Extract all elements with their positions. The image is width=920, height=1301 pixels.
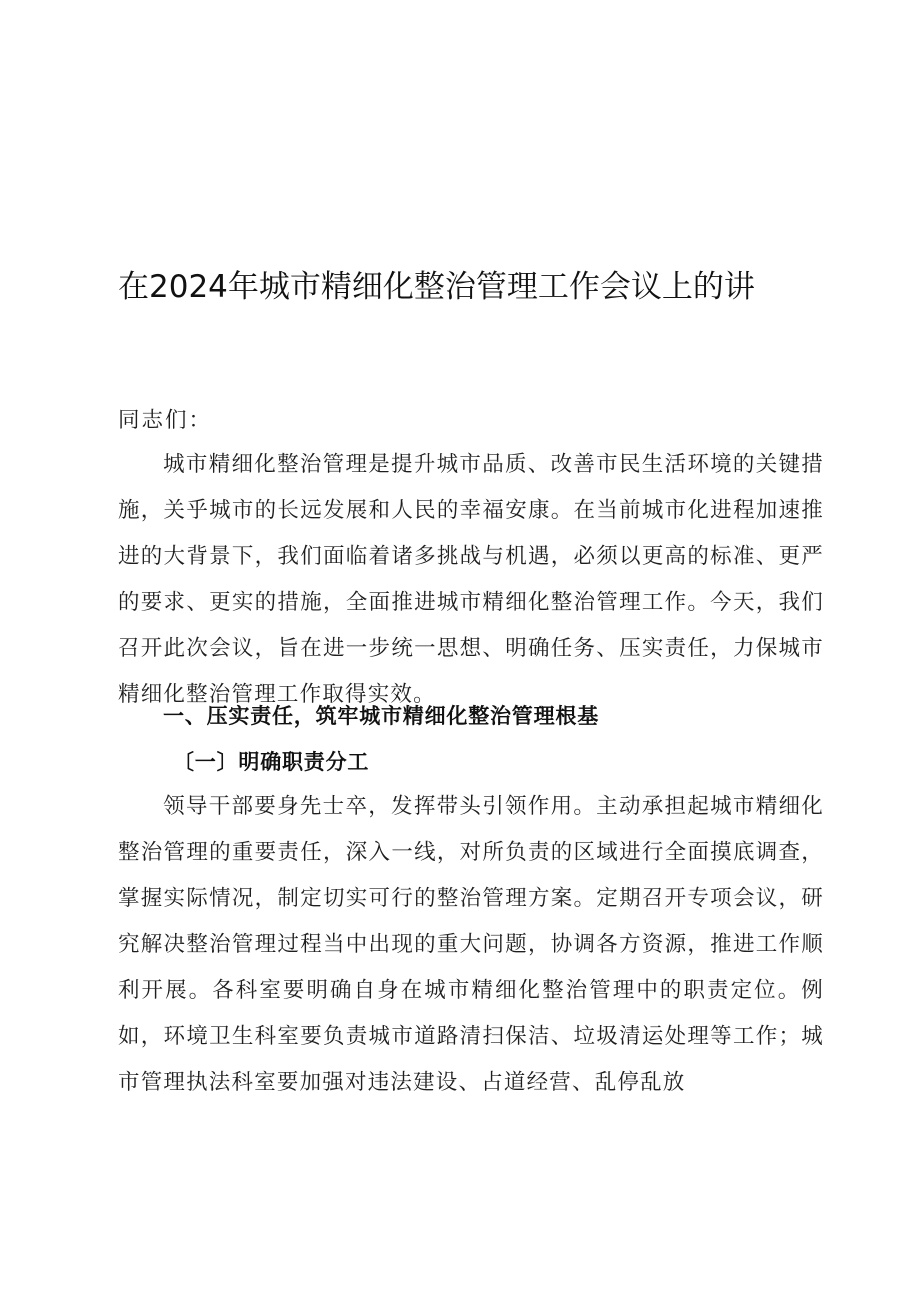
document-title: 在2024年城市精细化整治管理工作会议上的讲 [118, 269, 755, 305]
intro-paragraph: 城市精细化整治管理是提升城市品质、改善市民生活环境的关键措施，关乎城市的长远发展和人民的幸福安康。在当前城市化进程加速推进的大背景下，我们面临着诸多挑战与机遇，必须以更高的标准、更严的要求、更实的措施，全面推进城市精细化整治管理工作。今天，我们召开此次会议，旨在进一步统一思想、明确任务、压实责任，力保城市精细化整治管理工作取得实效。 [118, 452, 824, 707]
subsection-paragraph: 领导干部要身先士卒，发挥带头引领作用。主动承担起城市精细化整治管理的重要责任，深入一线，对所负责的区域进行全面摸底调查，掌握实际情况，制定切实可行的整治管理方案。定期召开专项会议，研究解决整治管理过程当中出现的重大问题，协调各方资源，推进工作顺利开展。各科室要明确自身在城市精细化整治管理中的职责定位。例如，环境卫生科室要负责城市道路清扫保洁、垃圾清运处理等工作；城市管理执法科室要加强对违法建设、占道经营、乱停乱放 [118, 794, 824, 1095]
subsection-heading: 〔一〕明确职责分工 [173, 750, 370, 774]
greeting: 同志们： [118, 408, 213, 433]
section-heading: 一、压实责任，筑牢城市精细化整治管理根基 [163, 704, 599, 728]
